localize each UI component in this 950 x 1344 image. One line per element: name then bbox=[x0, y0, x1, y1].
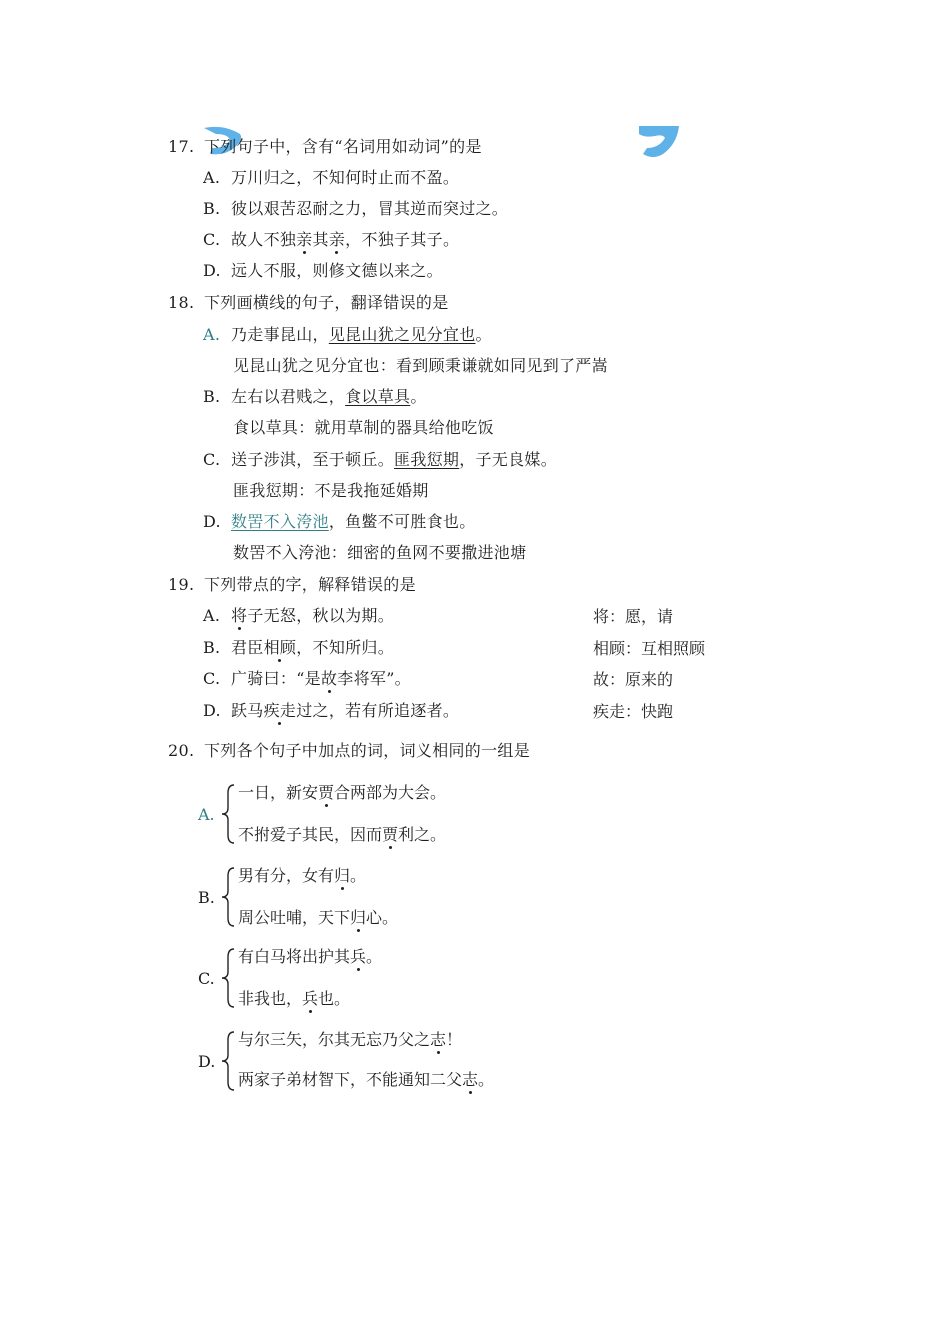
q19-option-a: A. 将子无怒，秋以为期。 bbox=[203, 606, 395, 625]
q19-gloss-d: 疾走：快跑 bbox=[593, 702, 674, 721]
option-label: C. bbox=[198, 969, 215, 988]
q19-gloss-a: 将：愿，请 bbox=[593, 607, 674, 626]
decorative-brush-mark-right bbox=[633, 124, 681, 160]
q17-option-c: C. 故人不独亲其亲，不独子其子。 bbox=[203, 230, 460, 249]
q18-option-c-translation: 匪我愆期：不是我拖延婚期 bbox=[233, 481, 429, 500]
q19-option-d: D. 跃马疾走过之，若有所追逐者。 bbox=[203, 701, 460, 720]
q20-option-b: B. 男有分，女有归。 周公吐哺，天下归心。 bbox=[198, 866, 399, 927]
q17-option-d: D. 远人不服，则修文德以来之。 bbox=[203, 261, 443, 280]
question-stem-text: 下列句子中，含有“名词用如动词”的是 bbox=[204, 137, 482, 156]
q20-option-d: D. 与尔三矢，尔其无忘乃父之志！ 两家子弟材智下，不能通知二父志。 bbox=[198, 1030, 618, 1096]
q17-option-a: A. 万川归之，不知何时止而不盈。 bbox=[203, 168, 460, 187]
question-18-stem: 18. 下列画横线的句子，翻译错误的是 bbox=[168, 293, 449, 312]
option-label: D. bbox=[198, 1052, 216, 1071]
brace-icon bbox=[220, 1030, 236, 1092]
q17-option-b: B. 彼以艰苦忍耐之力，冒其逆而突过之。 bbox=[203, 199, 509, 218]
question-20-stem: 20. 下列各个句子中加点的词，词义相同的一组是 bbox=[168, 741, 531, 760]
q18-option-d: D. 数罟不入洿池，鱼鳖不可胜食也。 bbox=[203, 512, 476, 531]
q18-option-a: A. 乃走事昆山，见昆山犹之见分宜也。 bbox=[203, 325, 492, 344]
question-number: 17. bbox=[168, 137, 195, 156]
q19-option-c: C. 广骑曰：“是故李将军”。 bbox=[203, 669, 411, 688]
brace-icon bbox=[220, 783, 236, 845]
q19-option-b: B. 君臣相顾，不知所归。 bbox=[203, 638, 395, 657]
question-19-stem: 19. 下列带点的字，解释错误的是 bbox=[168, 575, 416, 594]
q18-option-b-translation: 食以草具：就用草制的器具给他吃饭 bbox=[233, 418, 494, 437]
q20-option-c: C. 有白马将出护其兵。 非我也，兵也。 bbox=[198, 947, 383, 1008]
q18-option-c: C. 送子涉淇，至于顿丘。匪我愆期，子无良媒。 bbox=[203, 450, 558, 469]
q20-option-a: A. 一日，新安贾合两部为大会。 不拊爱子其民，因而贾利之。 bbox=[198, 783, 447, 844]
option-label: A. bbox=[198, 805, 215, 824]
q18-option-d-translation: 数罟不入洿池：细密的鱼网不要撒进池塘 bbox=[233, 543, 527, 562]
option-label: B. bbox=[198, 888, 215, 907]
q18-option-b: B. 左右以君贱之，食以草具。 bbox=[203, 387, 427, 406]
brace-icon bbox=[220, 947, 236, 1009]
question-17-stem bbox=[168, 137, 482, 157]
q19-gloss-c: 故：原来的 bbox=[593, 670, 674, 689]
q19-gloss-b: 相顾：互相照顾 bbox=[593, 639, 706, 658]
brace-icon bbox=[220, 866, 236, 928]
q18-option-a-translation: 见昆山犹之见分宜也：看到顾秉谦就如同见到了严嵩 bbox=[233, 356, 608, 375]
